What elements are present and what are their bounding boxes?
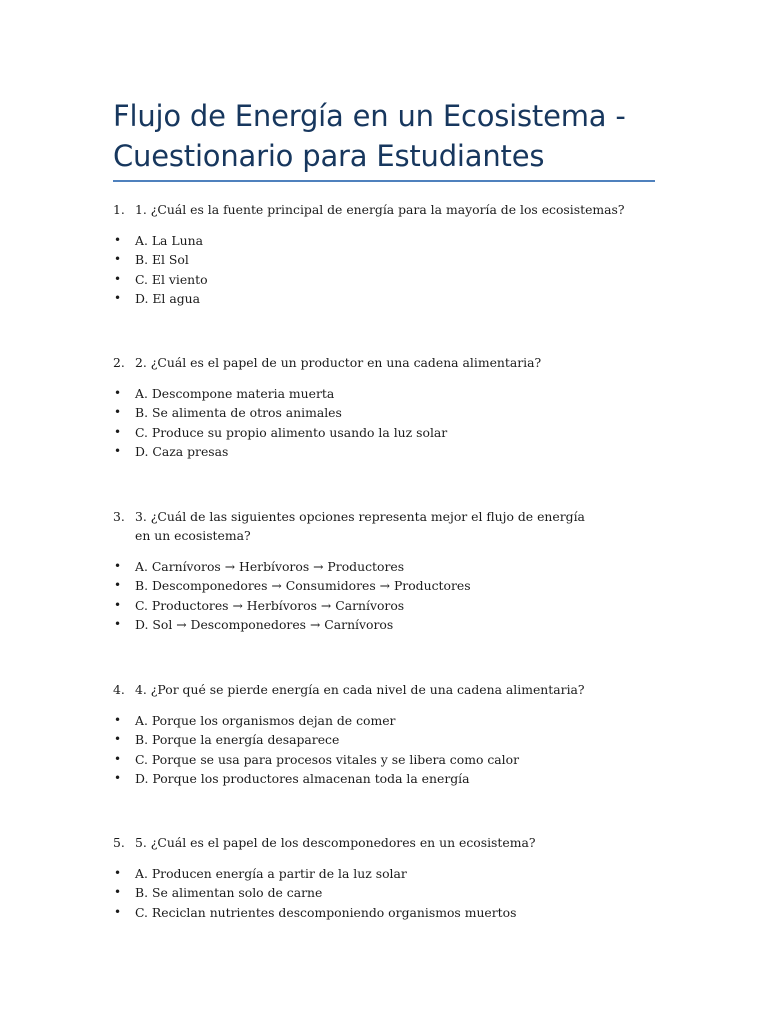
question-number: 2. — [113, 355, 125, 370]
answer-option — [113, 557, 673, 576]
option-text: C. El viento — [135, 271, 208, 287]
answer-options — [113, 231, 673, 308]
bullet-icon: • — [114, 405, 122, 420]
bullet-icon: • — [114, 904, 122, 919]
bullet-icon: • — [114, 866, 122, 880]
title-underline — [113, 180, 655, 182]
answer-option — [113, 730, 673, 749]
answer-option — [113, 596, 673, 615]
question-prompt — [113, 680, 673, 699]
option-text: A. Producen energía a partir de la luz solar — [135, 866, 407, 881]
option-text: C. Porque se usa para procesos vitales y se libera como calor — [135, 751, 520, 767]
answer-option — [113, 903, 673, 922]
bullet-icon: • — [114, 443, 122, 458]
question-prompt — [113, 833, 673, 852]
answer-options — [113, 557, 673, 634]
answer-option — [113, 384, 673, 403]
option-text: C. Productores → Herbívoros → Carnívoros — [135, 597, 405, 613]
answer-option — [113, 864, 673, 883]
option-text: D. Porque los productores almacenan toda la energía — [135, 770, 470, 786]
answer-option — [113, 711, 673, 730]
option-text: B. Se alimentan solo de carne — [135, 885, 323, 901]
answer-option — [113, 423, 673, 442]
answer-option — [113, 442, 673, 461]
option-text: B. Se alimenta de otros animales — [135, 405, 342, 421]
bullet-icon: • — [114, 770, 122, 785]
question-prompt — [113, 507, 673, 545]
answer-options — [113, 384, 673, 461]
bullet-icon: • — [114, 578, 122, 593]
answer-option — [113, 231, 673, 250]
bullet-icon: • — [114, 386, 122, 400]
option-text: D. Caza presas — [135, 443, 229, 459]
question-text: 4. ¿Por qué se pierde energía en cada nivel de una cadena alimentaria? — [135, 682, 585, 697]
answer-options — [113, 711, 673, 788]
answer-option — [113, 883, 673, 902]
question-2 — [113, 353, 673, 461]
option-text: A. Porque los organismos dejan de comer — [135, 713, 396, 728]
option-text: C. Reciclan nutrientes descomponiendo organismos muertos — [135, 904, 517, 920]
bullet-icon: • — [114, 751, 122, 766]
option-text: A. Carnívoros → Herbívoros → Productores — [135, 559, 405, 574]
question-number: 1. — [113, 202, 125, 217]
option-text: B. Descomponedores → Consumidores → Productores — [135, 578, 471, 594]
option-text: B. Porque la energía desaparece — [135, 732, 340, 748]
option-text: D. El agua — [135, 290, 201, 306]
question-prompt — [113, 200, 673, 219]
question-4 — [113, 680, 673, 788]
bullet-icon: • — [114, 616, 122, 631]
answer-option — [113, 615, 673, 634]
answer-option — [113, 289, 673, 308]
bullet-icon: • — [114, 713, 122, 727]
document-title: Flujo de Energía en un Ecosistema - Cuestionario para Estudiantes — [113, 99, 626, 173]
answer-option — [113, 403, 673, 422]
answer-option — [113, 250, 673, 269]
option-text: A. La Luna — [135, 233, 203, 248]
option-text: A. Descompone materia muerta — [135, 386, 335, 401]
answer-option — [113, 750, 673, 769]
question-number: 3. — [113, 509, 125, 524]
question-prompt — [113, 353, 673, 372]
question-text: 1. ¿Cuál es la fuente principal de energía para la mayoría de los ecosistemas? — [135, 202, 625, 217]
question-number: 4. — [113, 682, 125, 697]
bullet-icon: • — [114, 233, 122, 247]
question-text: 5. ¿Cuál es el papel de los descomponedores en un ecosistema? — [135, 835, 536, 850]
bullet-icon: • — [114, 732, 122, 747]
answer-options — [113, 864, 673, 922]
answer-option — [113, 270, 673, 289]
bullet-icon: • — [114, 252, 122, 267]
bullet-icon: • — [114, 597, 122, 612]
option-text: C. Produce su propio alimento usando la luz solar — [135, 424, 448, 440]
question-5 — [113, 833, 673, 922]
bullet-icon: • — [114, 424, 122, 439]
question-1 — [113, 200, 673, 308]
option-text: D. Sol → Descomponedores → Carnívoros — [135, 616, 394, 632]
bullet-icon: • — [114, 885, 122, 900]
question-text: 2. ¿Cuál es el papel de un productor en una cadena alimentaria? — [135, 355, 542, 370]
answer-option — [113, 576, 673, 595]
bullet-icon: • — [114, 271, 122, 286]
bullet-icon: • — [114, 559, 122, 573]
question-3 — [113, 507, 673, 634]
question-text: 3. ¿Cuál de las siguientes opciones representa mejor el flujo de energía en un ecosistema? — [135, 509, 585, 543]
question-number: 5. — [113, 835, 125, 850]
answer-option — [113, 769, 673, 788]
option-text: B. El Sol — [135, 252, 189, 268]
bullet-icon: • — [114, 290, 122, 305]
